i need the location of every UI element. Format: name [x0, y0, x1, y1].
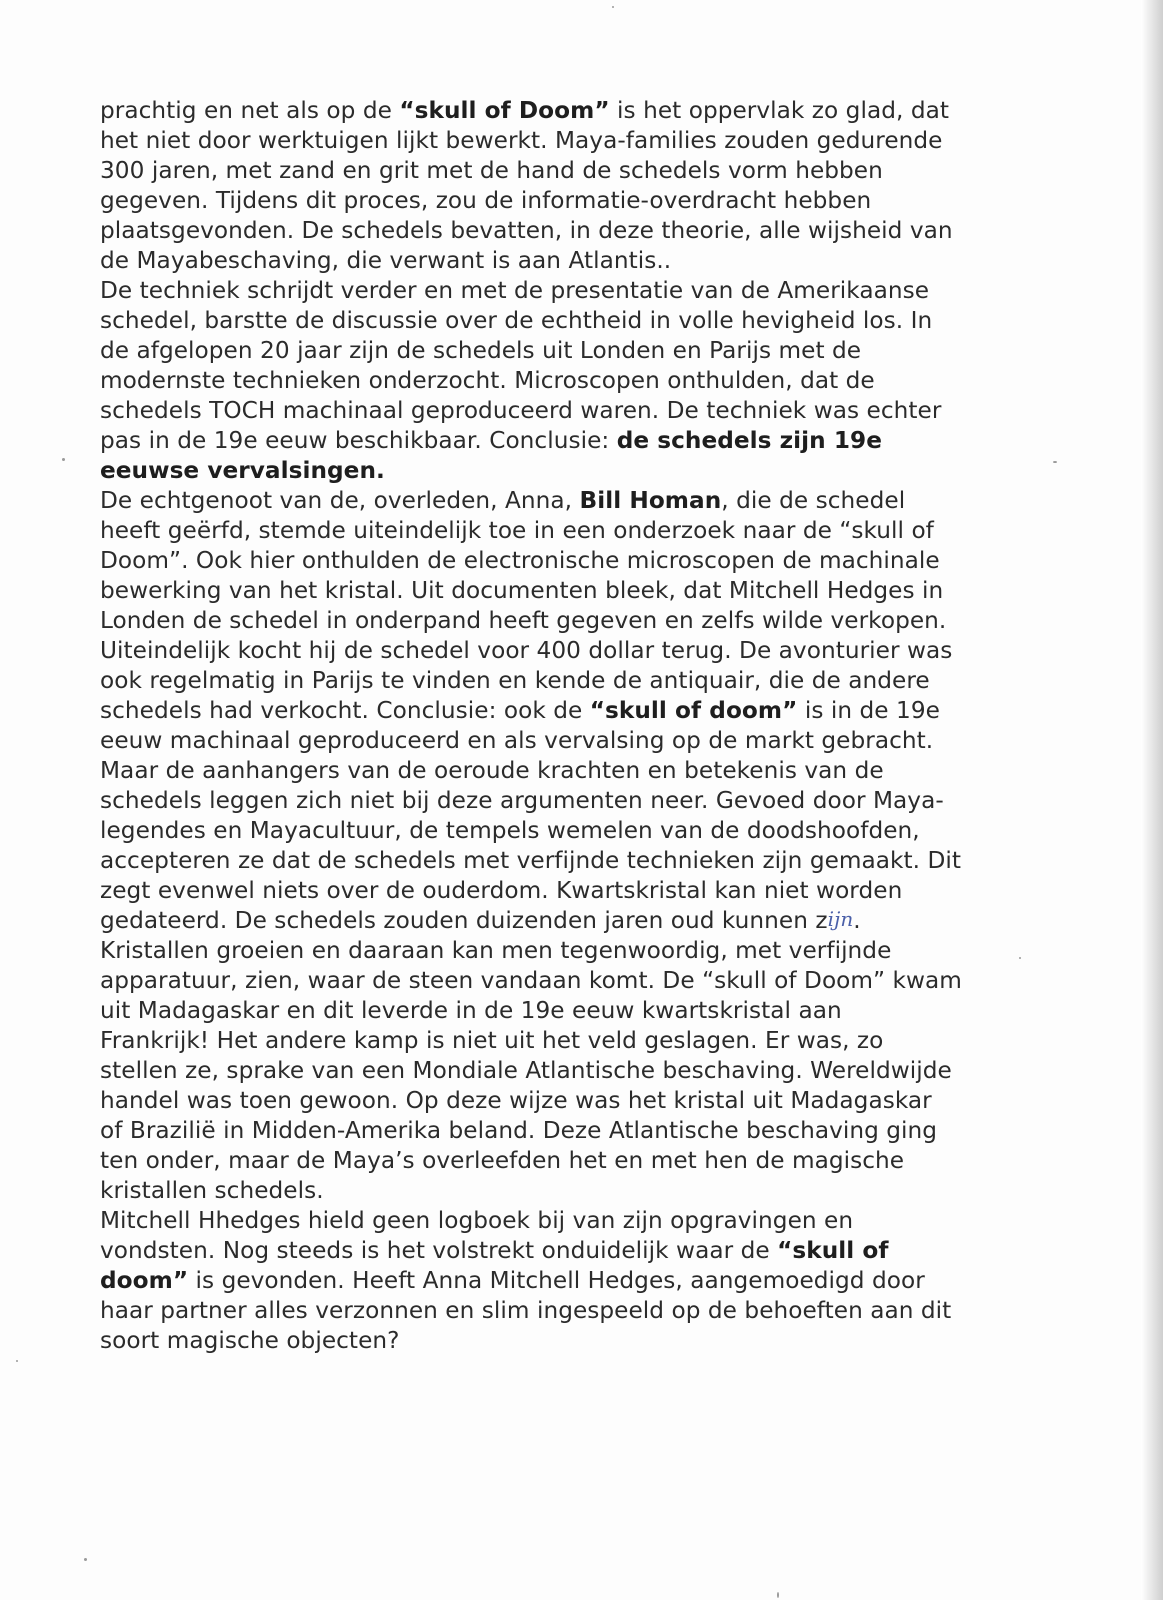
text-line: [100, 546, 1030, 576]
text-run: apparatuur, zien, waar de steen vandaan komt. De “skull of Doom” kwam: [100, 967, 962, 994]
text-run: prachtig en net als op de: [100, 97, 400, 124]
text-line: [100, 216, 1030, 246]
scan-speck: [62, 458, 65, 461]
text-run: legendes en Mayacultuur, de tempels wemelen van de doodshoofden,: [100, 817, 920, 844]
text-run: schedels TOCH machinaal geproduceerd waren. De techniek was echter: [100, 397, 942, 424]
text-line: [100, 1206, 1030, 1236]
text-line: [100, 456, 1030, 486]
bold-phrase: de schedels zijn 19e: [616, 427, 882, 454]
text-run: De echtgenoot van de, overleden, Anna,: [100, 487, 580, 514]
text-run: de Mayabeschaving, die verwant is aan Atlantis..: [100, 247, 672, 274]
text-run: is in de 19e: [797, 697, 940, 724]
text-line: [100, 996, 1030, 1026]
text-line: [100, 486, 1030, 516]
text-run: stellen ze, sprake van een Mondiale Atlantische beschaving. Wereldwijde: [100, 1057, 952, 1084]
text-run: ten onder, maar de Maya’s overleefden het en met hen de magische: [100, 1147, 905, 1174]
bold-phrase: doom”: [100, 1267, 189, 1294]
text-line: [100, 576, 1030, 606]
text-run: heeft geërfd, stemde uiteindelijk toe in een onderzoek naar de “skull of: [100, 517, 934, 544]
text-line: [100, 636, 1030, 666]
text-line: [100, 1176, 1030, 1206]
text-run: is gevonden. Heeft Anna Mitchell Hedges, aangemoedigd door: [188, 1267, 925, 1294]
text-run: Mitchell Hhedges hield geen logboek bij van zijn opgravingen en: [100, 1207, 854, 1234]
text-run: het niet door werktuigen lijkt bewerkt. Maya-families zouden gedurende: [100, 127, 943, 154]
scan-speck: [16, 1360, 18, 1362]
text-line: [100, 966, 1030, 996]
text-run: of Brazilië in Midden-Amerika beland. Deze Atlantische beschaving ging: [100, 1117, 938, 1144]
text-run: Doom”. Ook hier onthulden de electronische microscopen de machinale: [100, 547, 940, 574]
text-run: schedel, barstte de discussie over de echtheid in volle hevigheid los. In: [100, 307, 933, 334]
text-run: zegt evenwel niets over de ouderdom. Kwartskristal kan niet worden: [100, 877, 903, 904]
text-line: [100, 816, 1030, 846]
text-run: bewerking van het kristal. Uit documenten bleek, dat Mitchell Hedges in: [100, 577, 944, 604]
text-line: [100, 606, 1030, 636]
text-run: haar partner alles verzonnen en slim ingespeeld op de behoeften aan dit: [100, 1297, 952, 1324]
text-run: .: [853, 907, 861, 934]
text-line: [100, 1296, 1030, 1326]
bold-phrase: “skull of: [777, 1237, 889, 1264]
text-run: Kristallen groeien en daaraan kan men tegenwoordig, met verfijnde: [100, 937, 892, 964]
article-text: [100, 96, 1030, 1356]
text-line: [100, 246, 1030, 276]
bold-phrase: “skull of doom”: [589, 697, 798, 724]
text-run: 300 jaren, met zand en grit met de hand de schedels vorm hebben: [100, 157, 883, 184]
text-line: [100, 666, 1030, 696]
text-run: Londen de schedel in onderpand heeft gegeven en zelfs wilde verkopen.: [100, 607, 947, 634]
text-line: [100, 186, 1030, 216]
text-line: [100, 726, 1030, 756]
text-line: [100, 1236, 1030, 1266]
text-run: soort magische objecten?: [100, 1327, 400, 1354]
text-run: modernste technieken onderzocht. Microscopen onthulden, dat de: [100, 367, 875, 394]
text-line: [100, 1086, 1030, 1116]
text-run: de afgelopen 20 jaar zijn de schedels uit Londen en Parijs met de: [100, 337, 862, 364]
text-line: [100, 876, 1030, 906]
text-line: [100, 396, 1030, 426]
text-line: [100, 1026, 1030, 1056]
text-run: pas in de 19e eeuw beschikbaar. Conclusie:: [100, 427, 617, 454]
text-line: [100, 846, 1030, 876]
text-line: [100, 1056, 1030, 1086]
text-line: [100, 906, 1030, 936]
text-line: [100, 1146, 1030, 1176]
scan-speck: [1019, 957, 1021, 959]
text-line: [100, 336, 1030, 366]
text-run: kristallen schedels.: [100, 1177, 324, 1204]
text-line: [100, 516, 1030, 546]
scan-speck: [84, 1558, 87, 1561]
scan-speck: [777, 1592, 779, 1598]
text-line: [100, 156, 1030, 186]
text-line: [100, 1116, 1030, 1146]
text-run: Frankrijk! Het andere kamp is niet uit het veld geslagen. Er was, zo: [100, 1027, 884, 1054]
bold-phrase: Bill Homan: [579, 487, 722, 514]
text-run: schedels had verkocht. Conclusie: ook de: [100, 697, 590, 724]
text-line: [100, 126, 1030, 156]
text-run: , die de schedel: [721, 487, 906, 514]
text-line: [100, 1266, 1030, 1296]
scan-speck: [612, 6, 614, 8]
text-run: schedels leggen zich niet bij deze argumenten neer. Gevoed door Maya-: [100, 787, 944, 814]
text-line: [100, 786, 1030, 816]
text-run: uit Madagaskar en dit leverde in de 19e eeuw kwartskristal aan: [100, 997, 842, 1024]
bold-phrase: eeuwse vervalsingen.: [100, 457, 385, 484]
scan-speck: [1053, 461, 1057, 463]
text-run: gedateerd. De schedels zouden duizenden jaren oud kunnen z: [100, 907, 828, 934]
text-run: eeuw machinaal geproduceerd en als vervalsing op de markt gebracht.: [100, 727, 934, 754]
text-run: is het oppervlak zo glad, dat: [609, 97, 949, 124]
text-line: [100, 1326, 1030, 1356]
text-line: [100, 426, 1030, 456]
text-line: [100, 756, 1030, 786]
handwritten-correction: ijn: [827, 907, 854, 931]
page-edge-shadow: [1141, 0, 1163, 1600]
text-run: Maar de aanhangers van de oeroude krachten en betekenis van de: [100, 757, 884, 784]
text-line: [100, 276, 1030, 306]
text-run: Uiteindelijk kocht hij de schedel voor 400 dollar terug. De avonturier was: [100, 637, 953, 664]
text-line: [100, 696, 1030, 726]
text-line: [100, 96, 1030, 126]
text-run: plaatsgevonden. De schedels bevatten, in deze theorie, alle wijsheid van: [100, 217, 953, 244]
text-run: ook regelmatig in Parijs te vinden en kende de antiquair, die de andere: [100, 667, 930, 694]
bold-phrase: “skull of Doom”: [399, 97, 610, 124]
text-run: handel was toen gewoon. Op deze wijze was het kristal uit Madagaskar: [100, 1087, 932, 1114]
text-run: accepteren ze dat de schedels met verfijnde technieken zijn gemaakt. Dit: [100, 847, 962, 874]
text-run: De techniek schrijdt verder en met de presentatie van de Amerikaanse: [100, 277, 930, 304]
text-line: [100, 306, 1030, 336]
text-line: [100, 936, 1030, 966]
text-line: [100, 366, 1030, 396]
text-run: gegeven. Tijdens dit proces, zou de informatie-overdracht hebben: [100, 187, 872, 214]
text-run: vondsten. Nog steeds is het volstrekt onduidelijk waar de: [100, 1237, 778, 1264]
